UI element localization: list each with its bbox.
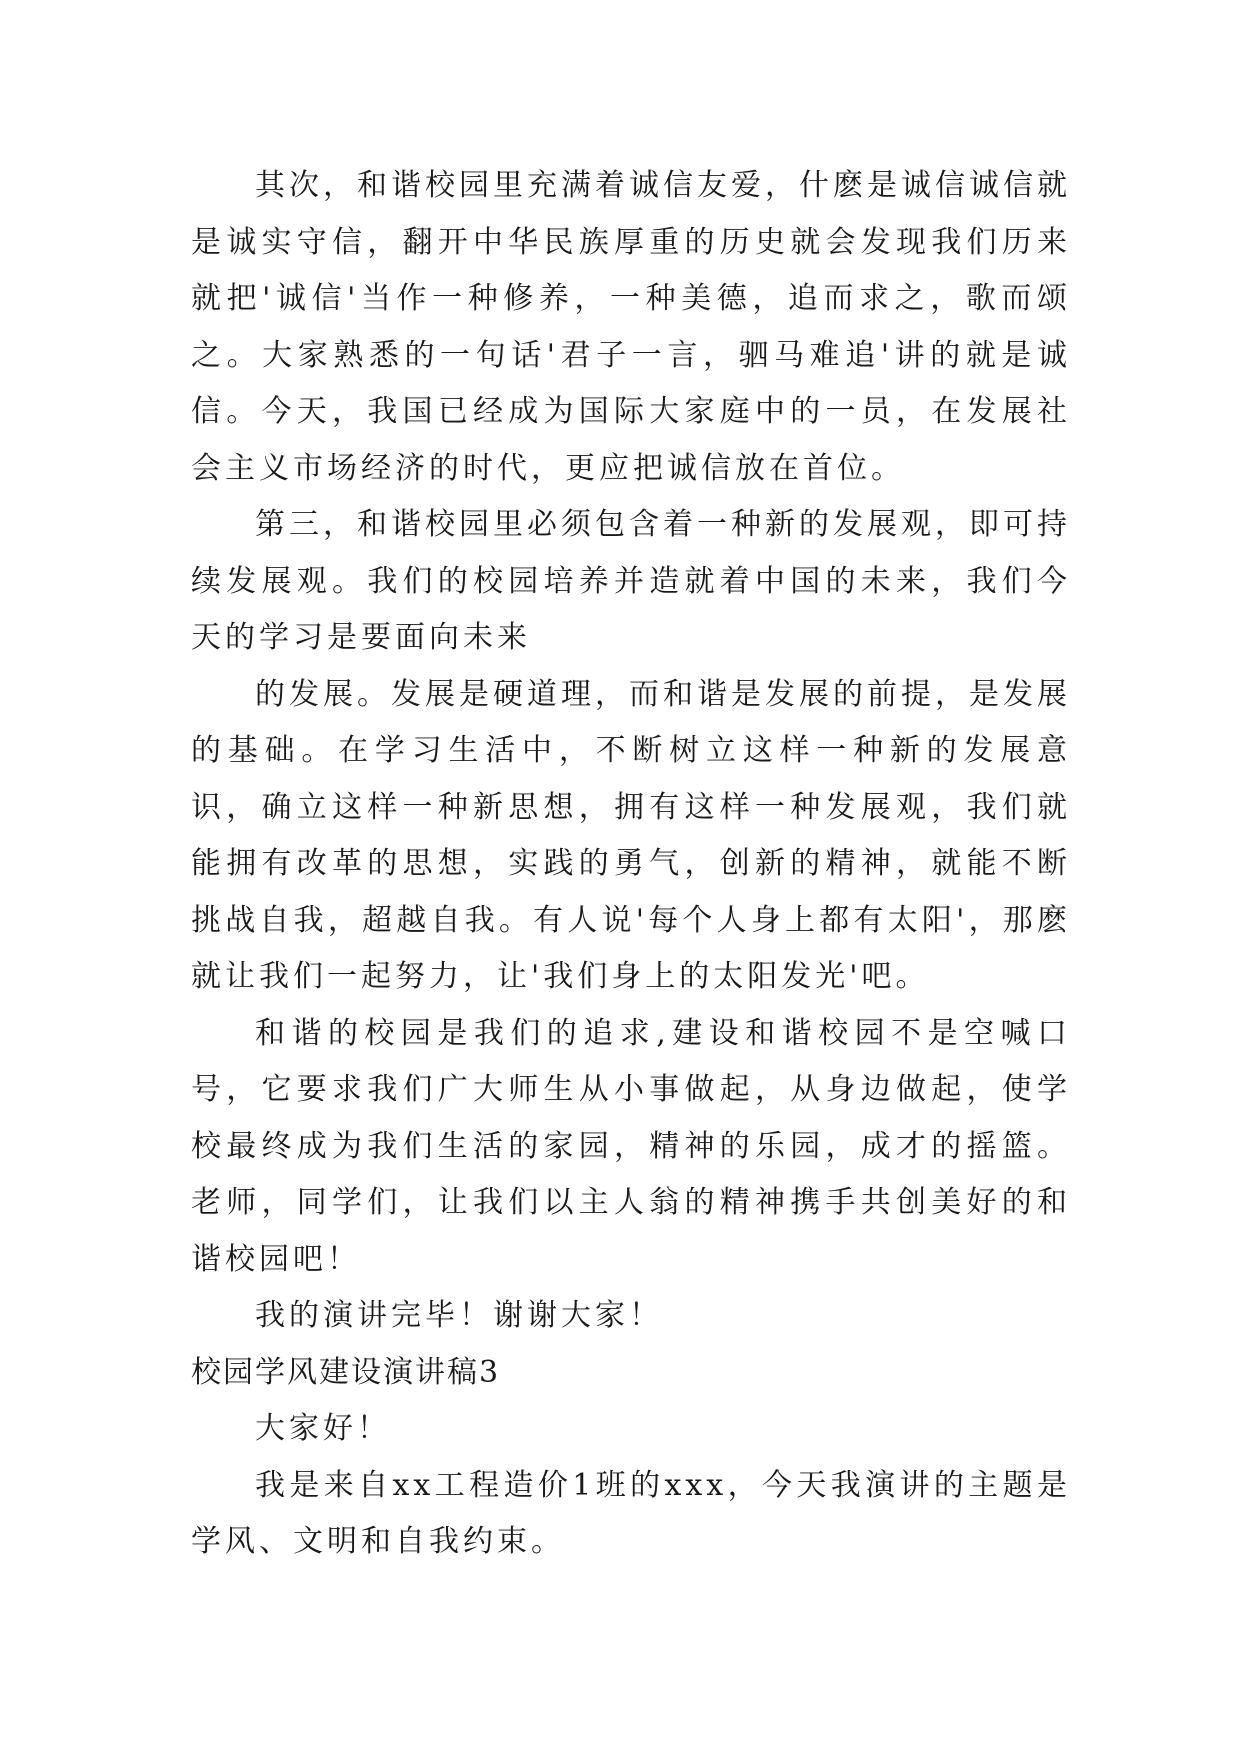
paragraph-harmonious-campus: 和谐的校园是我们的追求,建设和谐校园不是空喊口号，它要求我们广大师生从小事做起，从身边做起，使学校最终成为我们生活的家园，精神的乐园，成才的摇篮。老师，同学们，让我们以主人翁的精神携手共创美好的和谐校园吧！ — [191, 1015, 1071, 1277]
paragraph-intro: 我是来自xx工程造价1班的xxx，今天我演讲的主题是学风、文明和自我约束。 — [191, 1467, 1071, 1559]
paragraph-greeting: 大家好！ — [255, 1411, 391, 1446]
paragraph-development-view: 第三，和谐校园里必须包含着一种新的发展观，即可持续发展观。我们的校园培养并造就着中国的未来，我们今天的学习是要面向未来 — [191, 507, 1071, 655]
paragraph-development: 的发展。发展是硬道理，而和谐是发展的前提，是发展的基础。在学习生活中，不断树立这样一种新的发展意识，确立这样一种新思想，拥有这样一种发展观，我们就能拥有改革的思想，实践的勇气，创新的精神，就能不断挑战自我，超越自我。有人说'每个人身上都有太阳'，那麽就让我们一起努力，让'我们身上的太阳发光'吧。 — [191, 676, 1071, 994]
section-title: 校园学风建设演讲稿3 — [191, 1354, 501, 1390]
document-body — [191, 158, 1071, 1571]
paragraph-integrity: 其次，和谐校园里充满着诚信友爱，什麽是诚信诚信就是诚实守信，翻开中华民族厚重的历史就会发现我们历来就把'诚信'当作一种修养，一种美德，追而求之，歌而颂之。大家熟悉的一句话'君子一言，驷马难追'讲的就是诚信。今天，我国已经成为国际大家庭中的一员，在发展社会主义市场经济的时代，更应把诚信放在首位。 — [191, 168, 1071, 486]
paragraph-closing: 我的演讲完毕！谢谢大家！ — [255, 1298, 663, 1333]
